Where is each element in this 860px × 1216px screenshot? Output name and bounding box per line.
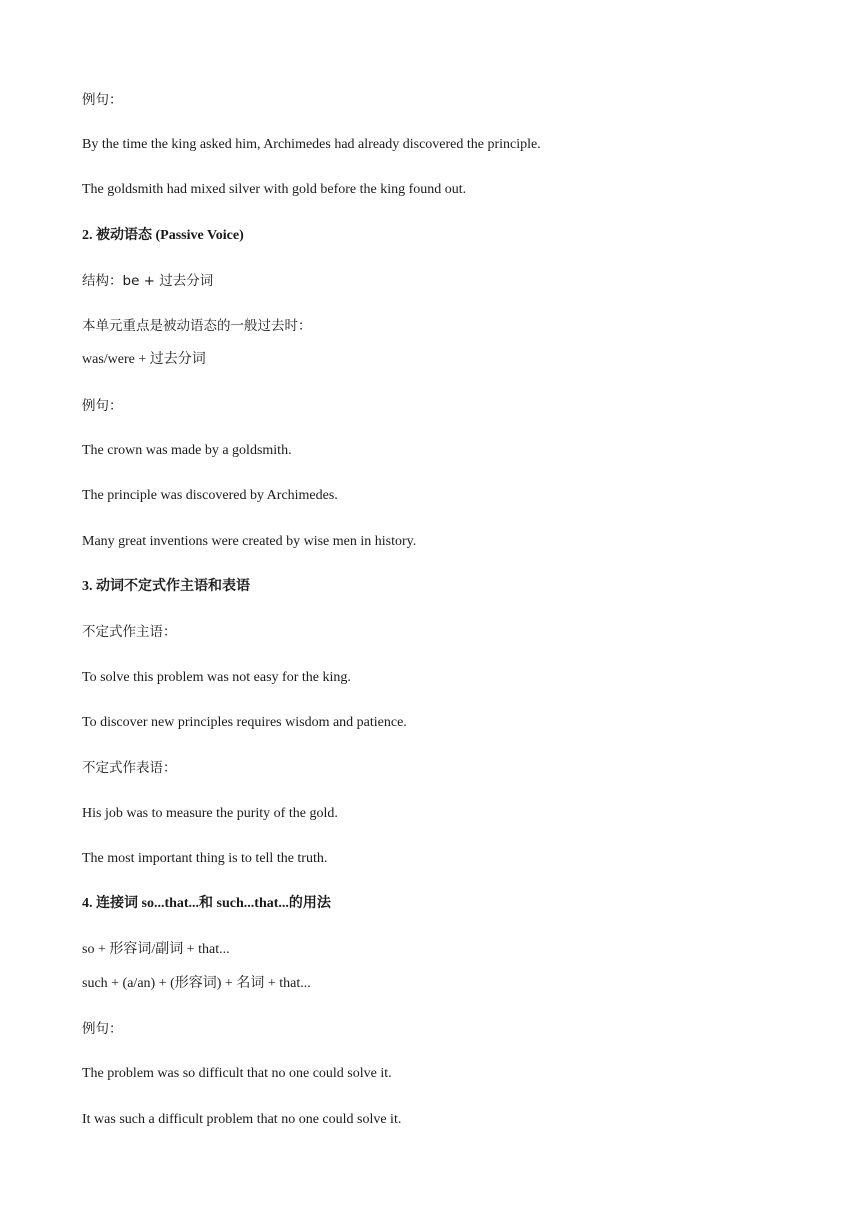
- subheading-line: 不定式作主语：: [82, 624, 177, 640]
- example-sentence: By the time the king asked him, Archimedes had already discovered the principle.: [82, 137, 541, 152]
- example-label: 例句：: [82, 92, 123, 108]
- example-label: 例句：: [82, 1021, 123, 1037]
- example-sentence: The most important thing is to tell the truth.: [82, 851, 328, 866]
- example-sentence: The principle was discovered by Archimedes.: [82, 488, 338, 503]
- section-heading-passive-voice: 2. 被动语态 (Passive Voice): [82, 228, 244, 243]
- example-sentence: His job was to measure the purity of the gold.: [82, 806, 338, 821]
- structure-line: was/were + 过去分词: [82, 352, 206, 367]
- example-sentence: Many great inventions were created by wise men in history.: [82, 534, 417, 549]
- example-sentence: The problem was so difficult that no one could solve it.: [82, 1066, 392, 1081]
- example-sentence: The crown was made by a goldsmith.: [82, 443, 292, 458]
- structure-line: such + (a/an) + (形容词) + 名词 + that...: [82, 976, 311, 991]
- structure-line: so + 形容词/副词 + that...: [82, 942, 230, 957]
- section-heading-so-such-that: 4. 连接词 so...that...和 such...that...的用法: [82, 896, 331, 911]
- example-sentence: It was such a difficult problem that no one could solve it.: [82, 1112, 402, 1127]
- example-sentence: To solve this problem was not easy for the king.: [82, 670, 351, 685]
- section-heading-infinitive: 3. 动词不定式作主语和表语: [82, 579, 250, 594]
- example-label: 例句：: [82, 398, 123, 414]
- structure-line: 结构：be + 过去分词: [82, 273, 214, 289]
- example-sentence: To discover new principles requires wisdom and patience.: [82, 715, 407, 730]
- subheading-line: 不定式作表语：: [82, 760, 177, 776]
- example-sentence: The goldsmith had mixed silver with gold before the king found out.: [82, 182, 467, 197]
- note-line: 本单元重点是被动语态的一般过去时：: [82, 318, 312, 334]
